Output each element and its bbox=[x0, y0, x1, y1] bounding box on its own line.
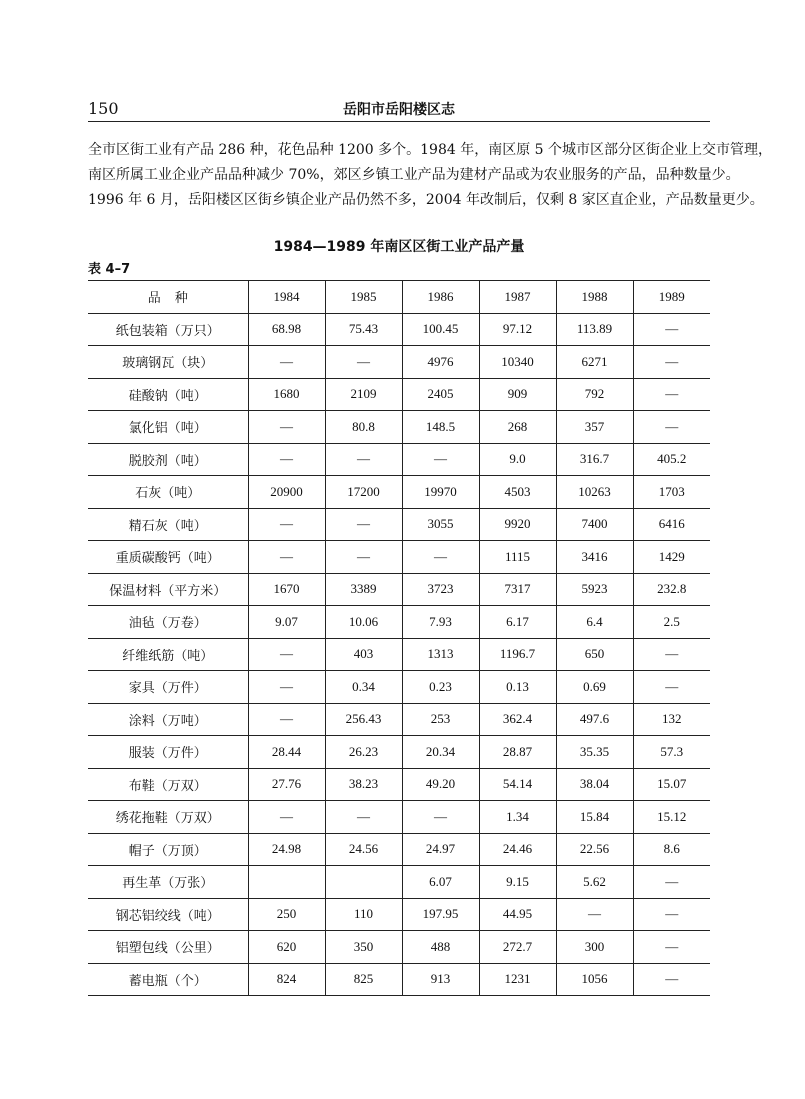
value-cell: 10.06 bbox=[325, 606, 402, 639]
value-cell: 0.34 bbox=[325, 671, 402, 704]
value-cell: 15.12 bbox=[633, 801, 710, 834]
column-header-year: 1986 bbox=[402, 281, 479, 314]
value-cell: 5923 bbox=[556, 573, 633, 606]
value-cell: — bbox=[633, 866, 710, 899]
value-cell: 497.6 bbox=[556, 703, 633, 736]
paragraph-line: 1996 年 6 月，岳阳楼区区街乡镇企业产品仍然不多，2004 年改制后，仅剩 8 家区直企业，产品数量更少。 bbox=[88, 192, 764, 208]
table-row bbox=[88, 703, 710, 736]
value-cell: — bbox=[325, 801, 402, 834]
value-cell: 1429 bbox=[633, 541, 710, 574]
product-name-cell: 帽子（万顶） bbox=[88, 833, 248, 866]
value-cell: 253 bbox=[402, 703, 479, 736]
table-row bbox=[88, 638, 710, 671]
value-cell: — bbox=[325, 443, 402, 476]
table-row bbox=[88, 768, 710, 801]
value-cell: 24.98 bbox=[248, 833, 325, 866]
value-cell: 38.23 bbox=[325, 768, 402, 801]
value-cell: 1703 bbox=[633, 476, 710, 509]
value-cell: 44.95 bbox=[479, 898, 556, 931]
table-row bbox=[88, 378, 710, 411]
value-cell: 27.76 bbox=[248, 768, 325, 801]
product-name-cell: 纤维纸筋（吨） bbox=[88, 638, 248, 671]
column-header-product: 品种 bbox=[88, 281, 248, 314]
value-cell: 350 bbox=[325, 931, 402, 964]
value-cell: 24.46 bbox=[479, 833, 556, 866]
table-row bbox=[88, 736, 710, 769]
value-cell: — bbox=[248, 638, 325, 671]
product-name-cell: 再生革（万张） bbox=[88, 866, 248, 899]
value-cell: 110 bbox=[325, 898, 402, 931]
page-header bbox=[88, 95, 710, 122]
value-cell: 488 bbox=[402, 931, 479, 964]
value-cell: — bbox=[633, 378, 710, 411]
value-cell: 22.56 bbox=[556, 833, 633, 866]
value-cell: 80.8 bbox=[325, 411, 402, 444]
value-cell: 7400 bbox=[556, 508, 633, 541]
table-label: 表 4–7 bbox=[88, 262, 131, 277]
value-cell: 24.56 bbox=[325, 833, 402, 866]
value-cell: 97.12 bbox=[479, 313, 556, 346]
value-cell: 300 bbox=[556, 931, 633, 964]
value-cell: — bbox=[633, 931, 710, 964]
column-header-year: 1985 bbox=[325, 281, 402, 314]
value-cell: — bbox=[402, 443, 479, 476]
value-cell: 2.5 bbox=[633, 606, 710, 639]
table-row bbox=[88, 606, 710, 639]
table-row bbox=[88, 443, 710, 476]
value-cell: 0.69 bbox=[556, 671, 633, 704]
value-cell: 362.4 bbox=[479, 703, 556, 736]
table-row bbox=[88, 801, 710, 834]
product-name-cell: 绣花拖鞋（万双） bbox=[88, 801, 248, 834]
value-cell: 316.7 bbox=[556, 443, 633, 476]
column-header-year: 1988 bbox=[556, 281, 633, 314]
value-cell: — bbox=[633, 313, 710, 346]
value-cell: 6.4 bbox=[556, 606, 633, 639]
value-cell: — bbox=[248, 801, 325, 834]
value-cell: 28.87 bbox=[479, 736, 556, 769]
table-row bbox=[88, 833, 710, 866]
table-row bbox=[88, 508, 710, 541]
product-name-cell: 铝塑包线（公里） bbox=[88, 931, 248, 964]
value-cell: 1196.7 bbox=[479, 638, 556, 671]
value-cell bbox=[248, 866, 325, 899]
product-name-cell: 蓄电瓶（个） bbox=[88, 963, 248, 996]
product-name-cell: 石灰（吨） bbox=[88, 476, 248, 509]
value-cell: 0.13 bbox=[479, 671, 556, 704]
value-cell: 792 bbox=[556, 378, 633, 411]
table-row bbox=[88, 931, 710, 964]
table-row bbox=[88, 313, 710, 346]
value-cell: 7.93 bbox=[402, 606, 479, 639]
value-cell: 2109 bbox=[325, 378, 402, 411]
value-cell: 6416 bbox=[633, 508, 710, 541]
value-cell: 268 bbox=[479, 411, 556, 444]
value-cell: — bbox=[325, 541, 402, 574]
table-row bbox=[88, 898, 710, 931]
value-cell: 1115 bbox=[479, 541, 556, 574]
value-cell: 825 bbox=[325, 963, 402, 996]
value-cell: 913 bbox=[402, 963, 479, 996]
product-name-cell: 重质碳酸钙（吨） bbox=[88, 541, 248, 574]
value-cell: 6.07 bbox=[402, 866, 479, 899]
value-cell: 1313 bbox=[402, 638, 479, 671]
value-cell: 8.6 bbox=[633, 833, 710, 866]
value-cell: 54.14 bbox=[479, 768, 556, 801]
column-header-year: 1989 bbox=[633, 281, 710, 314]
value-cell: 1231 bbox=[479, 963, 556, 996]
value-cell: — bbox=[633, 898, 710, 931]
value-cell: — bbox=[248, 346, 325, 379]
table-row bbox=[88, 346, 710, 379]
value-cell: 1670 bbox=[248, 573, 325, 606]
value-cell: 15.07 bbox=[633, 768, 710, 801]
value-cell: — bbox=[633, 346, 710, 379]
value-cell: 49.20 bbox=[402, 768, 479, 801]
paragraph-line: 全市区街工业有产品 286 种，花色品种 1200 多个。1984 年，南区原 5 个城市区部分区街企业上交市管理， bbox=[88, 142, 773, 158]
product-name-cell: 保温材料（平方米） bbox=[88, 573, 248, 606]
value-cell: 9920 bbox=[479, 508, 556, 541]
page-number: 150 bbox=[88, 99, 119, 118]
value-cell: — bbox=[248, 541, 325, 574]
value-cell: — bbox=[633, 411, 710, 444]
product-name-cell: 家具（万件） bbox=[88, 671, 248, 704]
value-cell: — bbox=[633, 671, 710, 704]
value-cell: 35.35 bbox=[556, 736, 633, 769]
value-cell: 100.45 bbox=[402, 313, 479, 346]
table-header-row bbox=[88, 281, 710, 314]
value-cell: — bbox=[325, 346, 402, 379]
value-cell: 232.8 bbox=[633, 573, 710, 606]
value-cell: 0.23 bbox=[402, 671, 479, 704]
value-cell: 20900 bbox=[248, 476, 325, 509]
value-cell: 9.07 bbox=[248, 606, 325, 639]
table-title: 1984—1989 年南区区街工业产品产量 bbox=[273, 239, 525, 255]
paragraph-line: 南区所属工业企业产品品种减少 70%，郊区乡镇工业产品为建材产品或为农业服务的产品，品种数量少。 bbox=[88, 167, 740, 183]
table-row bbox=[88, 963, 710, 996]
table-row bbox=[88, 671, 710, 704]
product-name-cell: 脱胶剂（吨） bbox=[88, 443, 248, 476]
value-cell: 57.3 bbox=[633, 736, 710, 769]
value-cell: 6271 bbox=[556, 346, 633, 379]
book-title: 岳阳市岳阳楼区志 bbox=[343, 102, 455, 118]
value-cell: 68.98 bbox=[248, 313, 325, 346]
value-cell: — bbox=[248, 411, 325, 444]
table-row bbox=[88, 573, 710, 606]
value-cell: — bbox=[556, 898, 633, 931]
value-cell: 148.5 bbox=[402, 411, 479, 444]
table-body bbox=[88, 313, 710, 996]
value-cell: 10263 bbox=[556, 476, 633, 509]
value-cell: — bbox=[633, 963, 710, 996]
value-cell: 20.34 bbox=[402, 736, 479, 769]
value-cell: 132 bbox=[633, 703, 710, 736]
value-cell: 403 bbox=[325, 638, 402, 671]
value-cell: 4976 bbox=[402, 346, 479, 379]
product-name-cell: 玻璃钢瓦（块） bbox=[88, 346, 248, 379]
value-cell: 7317 bbox=[479, 573, 556, 606]
value-cell: 650 bbox=[556, 638, 633, 671]
table-row bbox=[88, 866, 710, 899]
value-cell: 26.23 bbox=[325, 736, 402, 769]
value-cell: 5.62 bbox=[556, 866, 633, 899]
table-row bbox=[88, 476, 710, 509]
value-cell: — bbox=[402, 541, 479, 574]
value-cell: 3416 bbox=[556, 541, 633, 574]
value-cell: 272.7 bbox=[479, 931, 556, 964]
value-cell: 824 bbox=[248, 963, 325, 996]
value-cell: 1.34 bbox=[479, 801, 556, 834]
value-cell: 75.43 bbox=[325, 313, 402, 346]
product-name-cell: 钢芯铝绞线（吨） bbox=[88, 898, 248, 931]
value-cell: 3723 bbox=[402, 573, 479, 606]
value-cell: 250 bbox=[248, 898, 325, 931]
product-name-cell: 油毡（万卷） bbox=[88, 606, 248, 639]
value-cell: 3055 bbox=[402, 508, 479, 541]
value-cell: 24.97 bbox=[402, 833, 479, 866]
value-cell: 19970 bbox=[402, 476, 479, 509]
value-cell: — bbox=[248, 443, 325, 476]
column-header-year: 1984 bbox=[248, 281, 325, 314]
value-cell: 28.44 bbox=[248, 736, 325, 769]
product-name-cell: 布鞋（万双） bbox=[88, 768, 248, 801]
production-table bbox=[88, 280, 710, 996]
product-name-cell: 纸包装箱（万只） bbox=[88, 313, 248, 346]
product-name-cell: 服装（万件） bbox=[88, 736, 248, 769]
value-cell: — bbox=[325, 508, 402, 541]
value-cell: 197.95 bbox=[402, 898, 479, 931]
value-cell: 256.43 bbox=[325, 703, 402, 736]
value-cell: 9.15 bbox=[479, 866, 556, 899]
value-cell: 909 bbox=[479, 378, 556, 411]
table-row bbox=[88, 541, 710, 574]
value-cell bbox=[325, 866, 402, 899]
value-cell: 1056 bbox=[556, 963, 633, 996]
value-cell: 6.17 bbox=[479, 606, 556, 639]
product-name-cell: 硅酸钠（吨） bbox=[88, 378, 248, 411]
value-cell: 1680 bbox=[248, 378, 325, 411]
value-cell: 15.84 bbox=[556, 801, 633, 834]
product-name-cell: 涂料（万吨） bbox=[88, 703, 248, 736]
value-cell: 620 bbox=[248, 931, 325, 964]
column-header-year: 1987 bbox=[479, 281, 556, 314]
value-cell: 17200 bbox=[325, 476, 402, 509]
value-cell: — bbox=[633, 638, 710, 671]
value-cell: — bbox=[402, 801, 479, 834]
product-name-cell: 氯化铝（吨） bbox=[88, 411, 248, 444]
value-cell: 2405 bbox=[402, 378, 479, 411]
value-cell: 10340 bbox=[479, 346, 556, 379]
value-cell: 4503 bbox=[479, 476, 556, 509]
product-name-cell: 精石灰（吨） bbox=[88, 508, 248, 541]
value-cell: 113.89 bbox=[556, 313, 633, 346]
value-cell: 405.2 bbox=[633, 443, 710, 476]
value-cell: — bbox=[248, 671, 325, 704]
body-paragraph bbox=[88, 138, 773, 213]
value-cell: 9.0 bbox=[479, 443, 556, 476]
value-cell: 3389 bbox=[325, 573, 402, 606]
value-cell: — bbox=[248, 508, 325, 541]
table-row bbox=[88, 411, 710, 444]
value-cell: — bbox=[248, 703, 325, 736]
value-cell: 357 bbox=[556, 411, 633, 444]
value-cell: 38.04 bbox=[556, 768, 633, 801]
